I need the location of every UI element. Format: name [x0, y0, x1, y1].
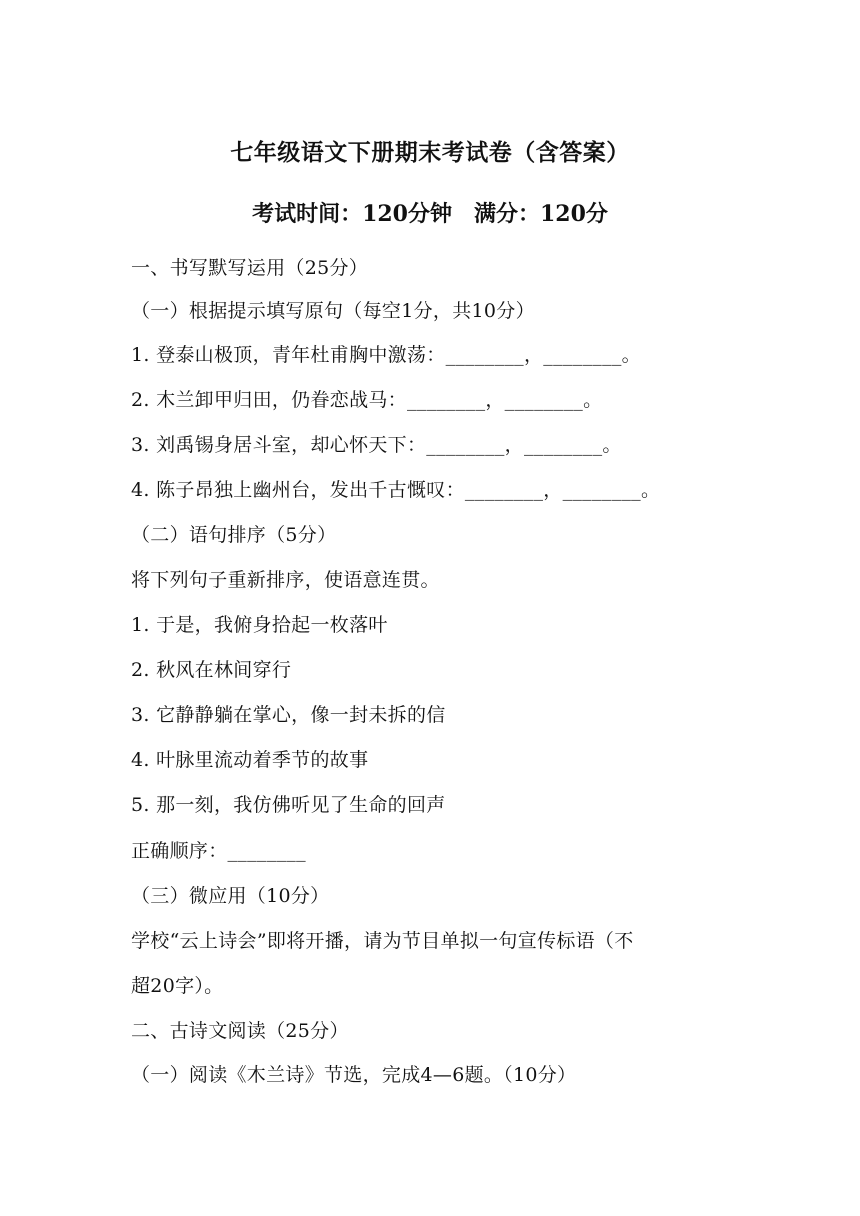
part1-heading: 一、书写默写运用（25分） — [131, 257, 369, 279]
section3-text-line1: 学校“云上诗会”即将开播，请为节目单拟一句宣传标语（不 — [131, 930, 634, 952]
question-4: 4. 陈子昂独上幽州台，发出千古慨叹：________，________。 — [131, 479, 661, 501]
order-answer-line: 正确顺序：________ — [131, 840, 306, 862]
sentence-3: 3. 它静静躺在掌心，像一封未拆的信 — [131, 704, 446, 726]
exam-info: 考试时间：120分钟 满分：120分 — [252, 201, 608, 227]
page-title: 七年级语文下册期末考试卷（含答案） — [230, 140, 630, 166]
section2-instruction: 将下列句子重新排序，使语意连贯。 — [131, 569, 440, 591]
section2-heading: （二）语句排序（5分） — [131, 524, 337, 546]
sentence-5: 5. 那一刻，我仿佛听见了生命的回声 — [131, 794, 446, 816]
section3-heading: （三）微应用（10分） — [131, 885, 330, 907]
sentence-4: 4. 叶脉里流动着季节的故事 — [131, 749, 369, 771]
section3-text-line2: 超20字）。 — [131, 975, 224, 997]
part2-section1-heading: （一）阅读《木兰诗》节选，完成4—6题。（10分） — [131, 1064, 577, 1086]
sentence-2: 2. 秋风在林间穿行 — [131, 659, 292, 681]
section1-heading: （一）根据提示填写原句（每空1分，共10分） — [131, 300, 535, 322]
question-2: 2. 木兰卸甲归田，仍眷恋战马：________，________。 — [131, 389, 603, 411]
part2-heading: 二、古诗文阅读（25分） — [131, 1020, 349, 1042]
question-3: 3. 刘禹锡身居斗室，却心怀天下：________，________。 — [131, 434, 622, 456]
sentence-1: 1. 于是，我俯身拾起一枚落叶 — [131, 614, 388, 636]
question-1: 1. 登泰山极顶，青年杜甫胸中激荡：________，________。 — [131, 344, 641, 366]
